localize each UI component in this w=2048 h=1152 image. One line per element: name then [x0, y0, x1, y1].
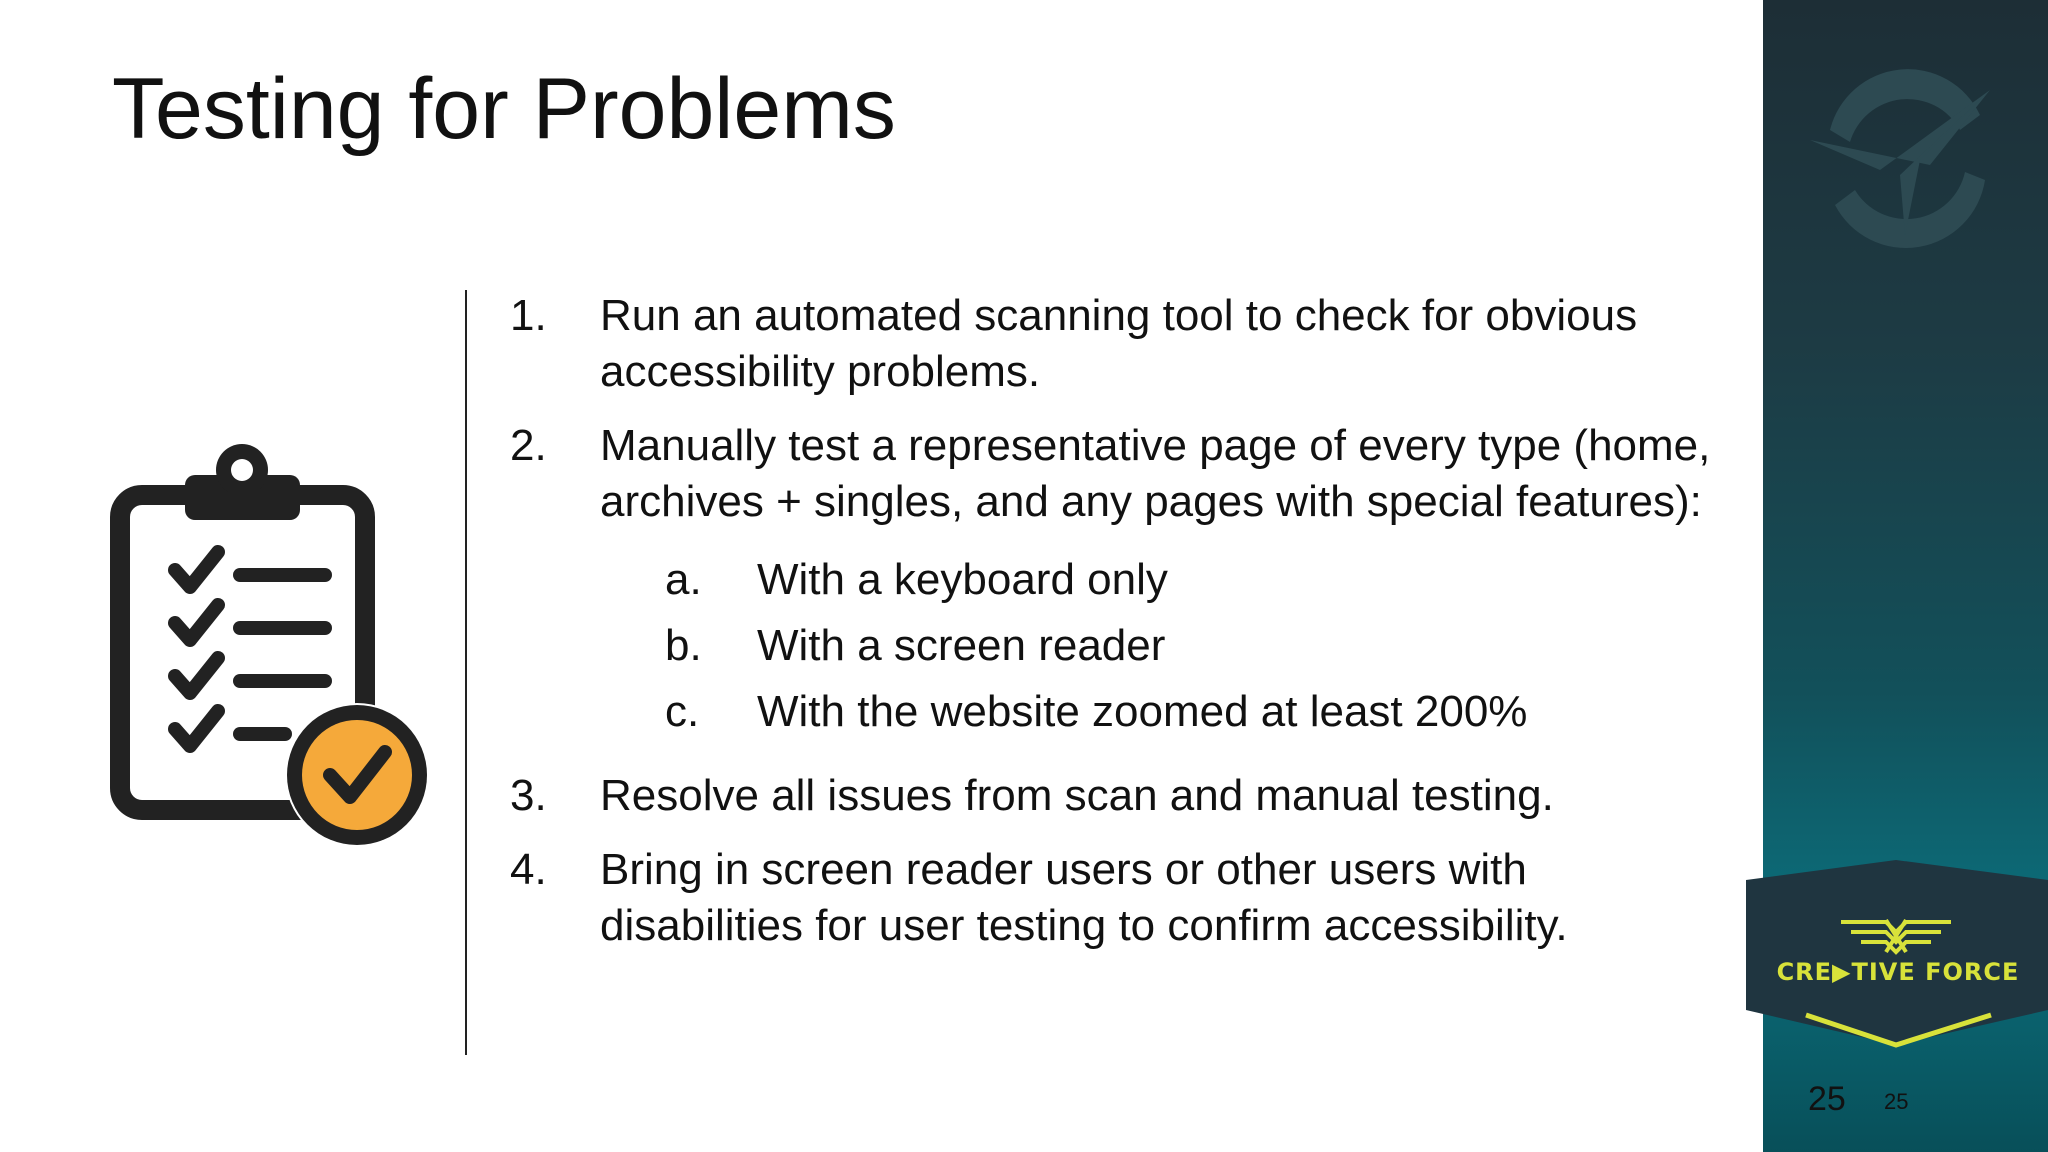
list-item-text: Run an automated scanning tool to check for obvious accessibility problems. — [600, 291, 1638, 396]
sidebar-logo-icon — [1790, 60, 2020, 260]
list-item-number: 2. — [510, 421, 547, 470]
sub-list-item-text: With a keyboard only — [757, 555, 1168, 604]
list-item-text: Bring in screen reader users or other users with disabilities for user testing to confirm accessibility. — [600, 845, 1568, 950]
sub-list-item — [665, 552, 1740, 608]
clipboard-checklist-icon — [110, 440, 450, 860]
sub-list-item — [665, 618, 1740, 674]
sub-list-item-text: With the website zoomed at least 200% — [757, 687, 1528, 736]
slide-number: 25 — [1808, 1080, 1846, 1118]
numbered-list — [510, 288, 1740, 972]
sub-list-item-text: With a screen reader — [757, 621, 1166, 670]
list-item-number: 3. — [510, 771, 547, 820]
slide-title: Testing for Problems — [112, 61, 896, 157]
sub-list-item — [665, 684, 1740, 740]
list-item-number: 1. — [510, 291, 547, 340]
vertical-divider — [465, 290, 467, 1055]
list-item — [510, 418, 1740, 530]
sub-list-item-letter: b. — [665, 621, 702, 670]
sub-list-item-letter: a. — [665, 555, 702, 604]
list-item — [510, 768, 1740, 824]
list-item-text: Resolve all issues from scan and manual testing. — [600, 771, 1554, 820]
sub-list-item-letter: c. — [665, 687, 700, 736]
list-item-text: Manually test a representative page of every type (home, archives + singles, and any pages with special features): — [600, 421, 1711, 526]
slide-number-small: 25 — [1884, 1089, 1909, 1114]
list-item — [510, 288, 1740, 400]
creative-force-logo-icon — [1746, 860, 2048, 1050]
list-item — [510, 842, 1740, 954]
brand-name: CRE▶TIVE FORCE — [1776, 958, 2020, 986]
list-item-number: 4. — [510, 845, 547, 894]
